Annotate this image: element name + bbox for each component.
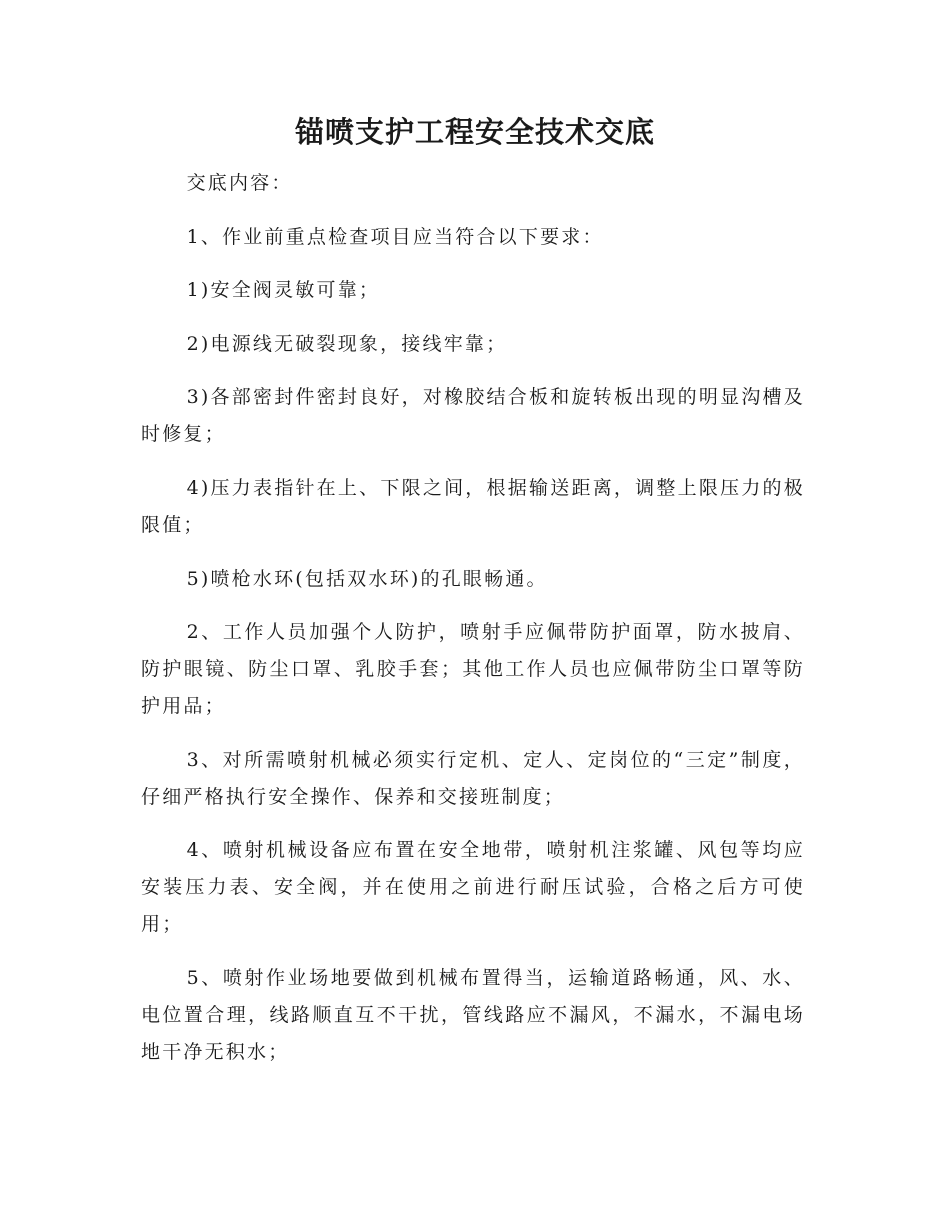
document-body — [141, 165, 805, 1088]
paragraph-subitem-3: 3)各部密封件密封良好，对橡胶结合板和旋转板出现的明显沟槽及时修复； — [141, 386, 805, 446]
paragraph-item-5: 5、喷射作业场地要做到机械布置得当，运输道路畅通，风、水、电位置合理，线路顺直互不干扰，管线路应不漏风，不漏水，不漏电场地干净无积水； — [141, 966, 805, 1063]
paragraph-subitem-1: 1)安全阀灵敏可靠； — [186, 279, 381, 302]
paragraph-subitem-2: 2)电源线无破裂现象，接线牢靠； — [186, 332, 508, 355]
paragraph-item-4: 4、喷射机械设备应布置在安全地带，喷射机注浆罐、风包等均应安装压力表、安全阀，并在使用之前进行耐压试验，合格之后方可使用； — [141, 839, 805, 936]
paragraph-item-1: 1、作业前重点检查项目应当符合以下要求： — [186, 225, 604, 248]
paragraph-intro: 交底内容： — [186, 172, 293, 194]
paragraph-item-2: 2、工作人员加强个人防护，喷射手应佩带防护面罩，防水披肩、防护眼镜、防尘口罩、乳胶手套；其他工作人员也应佩带防尘口罩等防护用品； — [141, 621, 805, 718]
paragraph-item-3: 3、对所需喷射机械必须实行定机、定人、定岗位的“三定”制度，仔细严格执行安全操作、保养和交接班制度； — [141, 748, 805, 808]
document-title: 锚喷支护工程安全技术交底 — [294, 115, 655, 149]
paragraph-subitem-5: 5)喷枪水环(包括双水环)的孔眼畅通。 — [186, 567, 548, 590]
paragraph-subitem-4: 4)压力表指针在上、下限之间，根据输送距离，调整上限压力的极限值； — [141, 476, 805, 536]
